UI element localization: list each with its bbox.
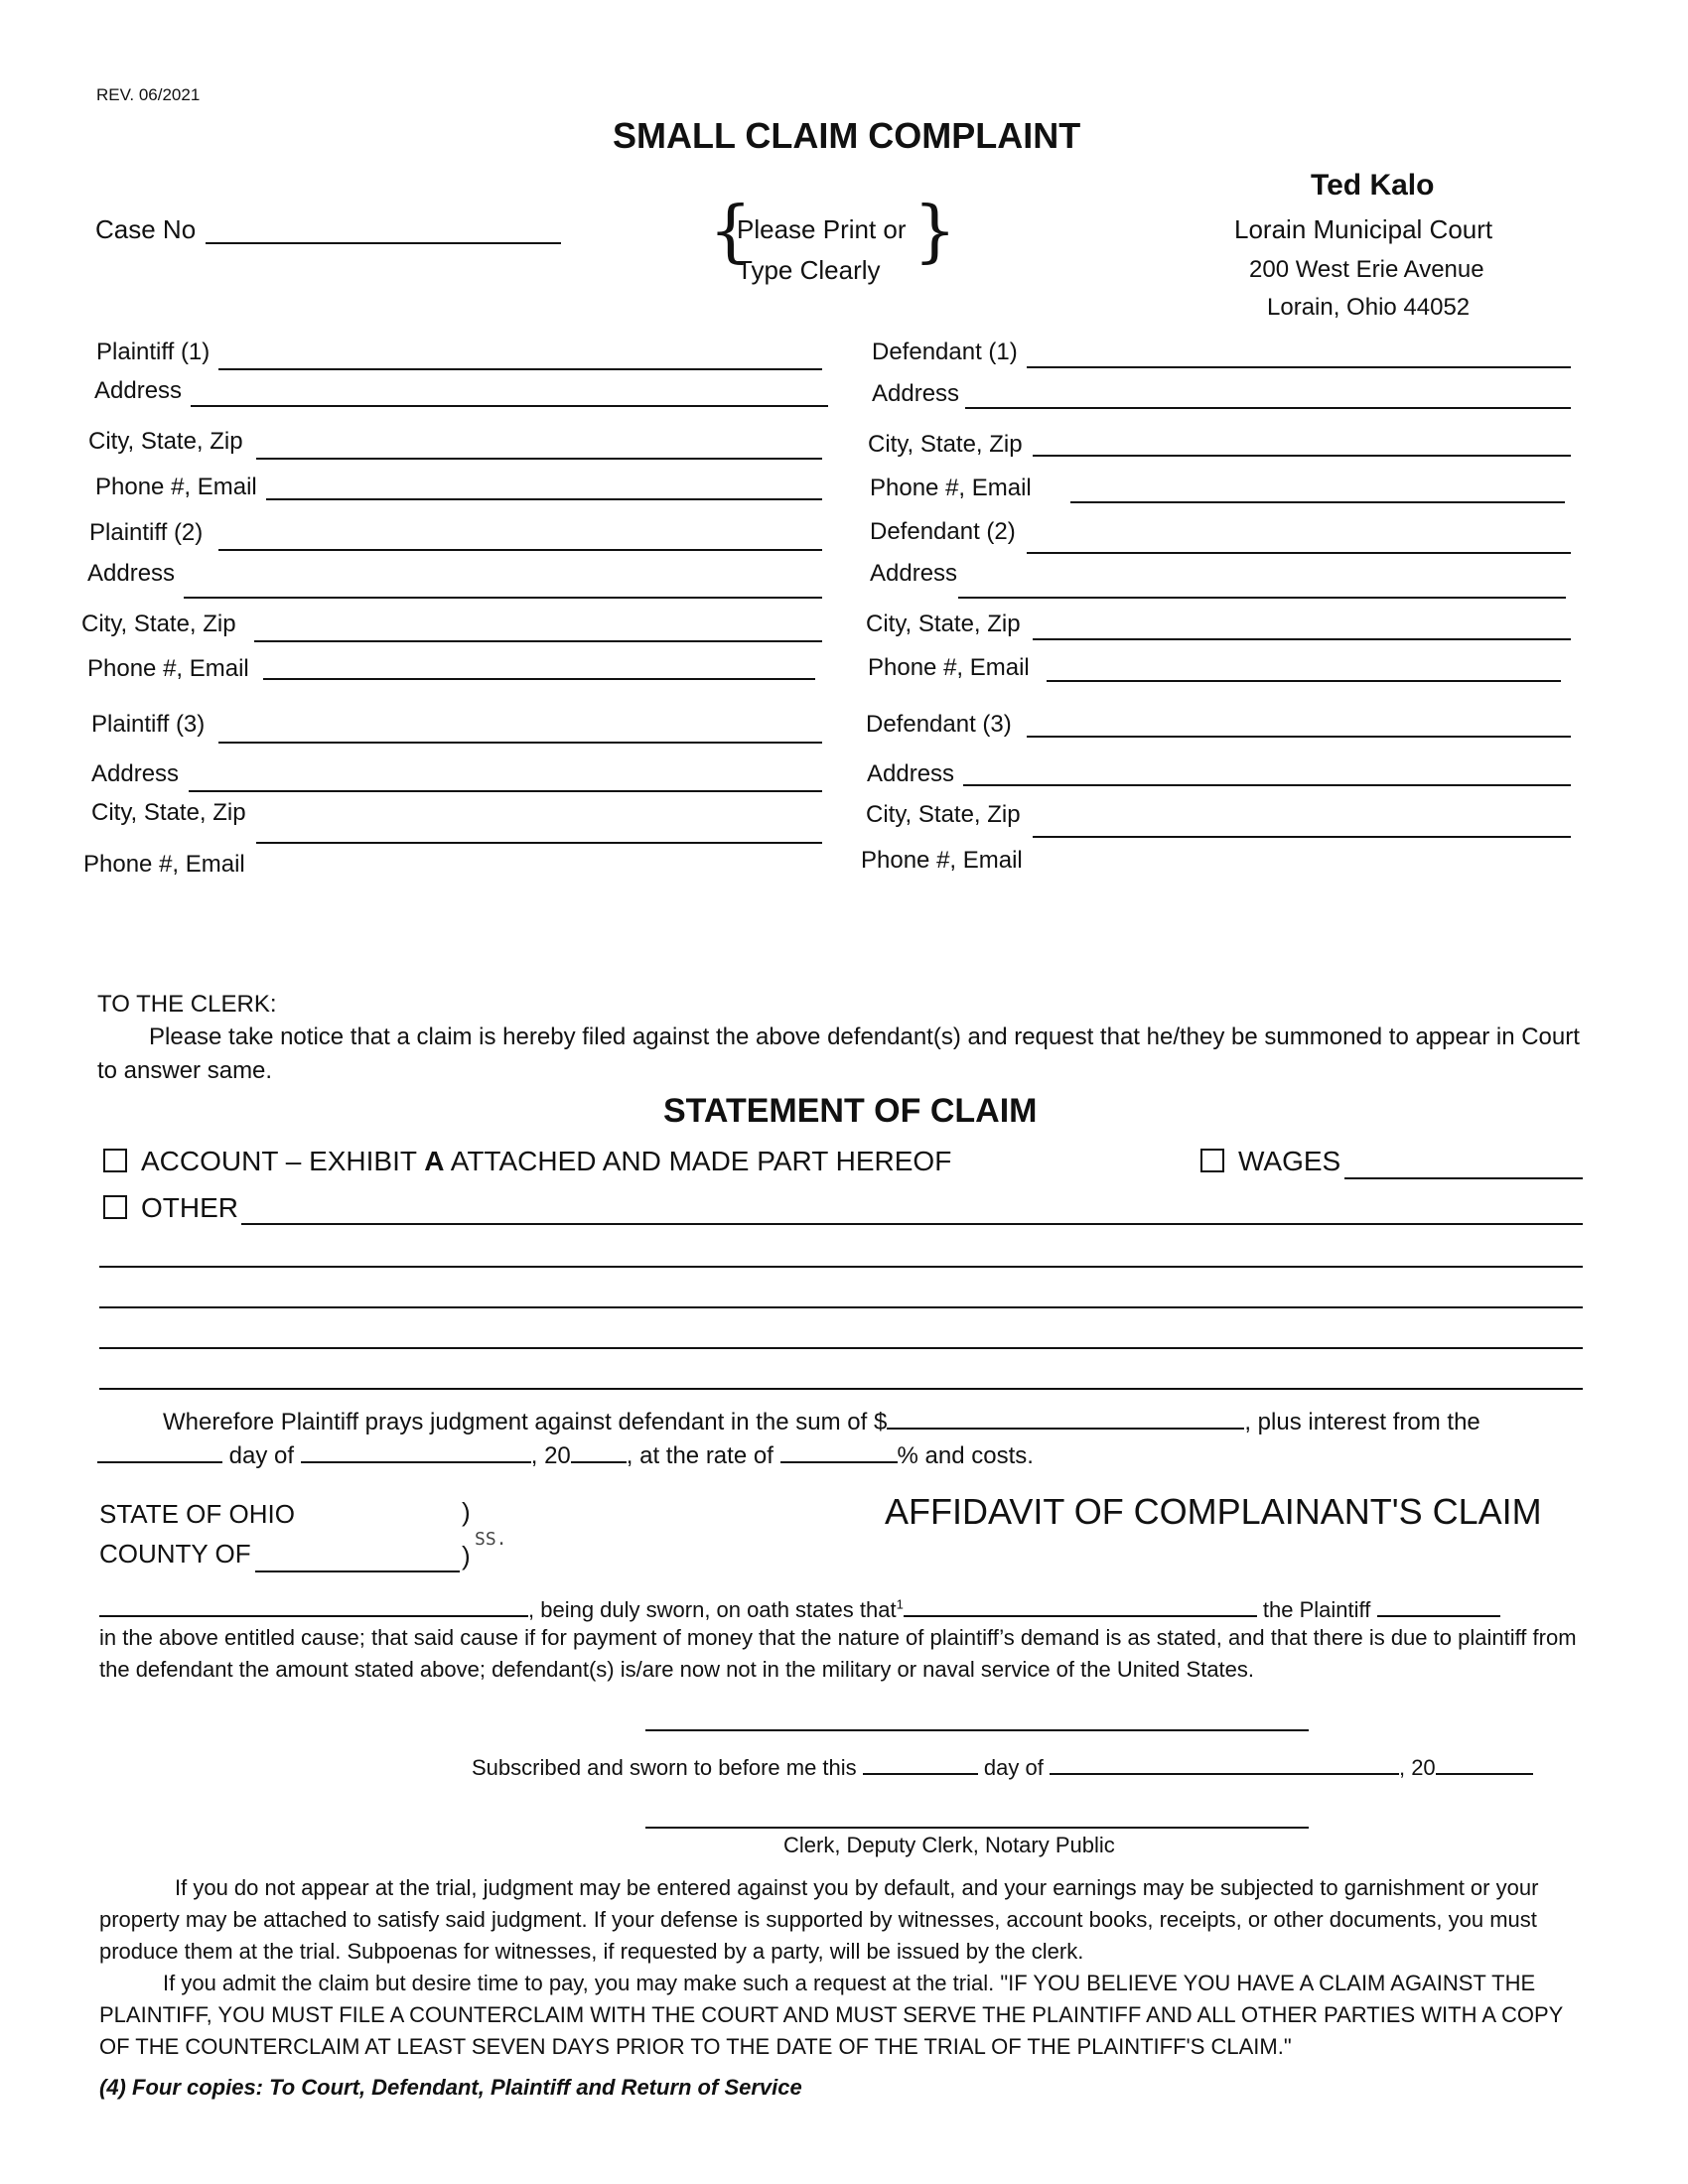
account-label-post: ATTACHED AND MADE PART HEREOF [444, 1146, 952, 1176]
plaintiff-1-address-field[interactable] [191, 405, 828, 407]
defendant-1-phone-field[interactable] [1070, 501, 1565, 503]
affidavit-sworn-line [99, 1593, 1500, 1623]
account-label-pre: ACCOUNT – EXHIBIT [141, 1146, 425, 1176]
defendant-3-csz-label: City, State, Zip [866, 801, 1021, 828]
other-checkbox[interactable] [103, 1195, 127, 1219]
clerk-signature-label: Clerk, Deputy Clerk, Notary Public [783, 1833, 1115, 1857]
defendant-2-address-label: Address [870, 560, 958, 587]
wherefore-text-1: Wherefore Plaintiff prays judgment against defendant in the sum of $ [163, 1409, 888, 1435]
account-label-exhibit: A [424, 1146, 445, 1176]
defendant-3-name-field[interactable] [1027, 736, 1571, 738]
counterclaim-notice: If you admit the claim but desire time to pay, you may make such a request at the trial. "IF YOU BELIEVE YOU HAVE A CLAIM AGAINST THE PLAINTIFF, YOU MUST FILE A COUNTERCLAIM WITH THE COURT AND MUST SERVE THE PLAINTIFF AND ALL OTHER PARTIES WITH A COPY OF THE COUNTERCLAIM AT LEAST SEVEN DAYS PRIOR TO THE DATE OF THE TRIAL OF THE PLAINTIFF'S CLAIM." [99, 1971, 1563, 2059]
state-label: STATE OF OHIO [99, 1499, 295, 1529]
wherefore-text-4: , 20 [530, 1442, 571, 1469]
plaintiff-1-csz-label: City, State, Zip [88, 428, 243, 455]
plaintiff-1-phone-label: Phone #, Email [95, 474, 257, 500]
account-checkbox[interactable] [103, 1149, 127, 1172]
sworn-text: , being duly sworn, on oath states that [528, 1597, 897, 1622]
footnote-mark: 1 [896, 1596, 904, 1612]
defendant-1-name-field[interactable] [1027, 366, 1571, 368]
subscribed-text: Subscribed and sworn to before me this [472, 1755, 857, 1780]
plaintiff-2-label: Plaintiff (2) [89, 519, 204, 546]
plaintiff-3-name-field[interactable] [218, 742, 822, 744]
plaintiff-2-csz-label: City, State, Zip [81, 611, 236, 637]
interest-day-field[interactable] [97, 1439, 222, 1463]
claim-line-2[interactable] [99, 1266, 1583, 1268]
venue-paren-1: ) [462, 1497, 471, 1527]
claim-line-3[interactable] [99, 1306, 1583, 1308]
judge-name: Ted Kalo [1311, 169, 1435, 202]
plaintiff-1-name-field[interactable] [218, 368, 822, 370]
defendant-2-csz-field[interactable] [1033, 638, 1571, 640]
wages-amount-field[interactable] [1344, 1177, 1583, 1179]
statement-title: STATEMENT OF CLAIM [663, 1092, 1038, 1130]
defendant-1-phone-label: Phone #, Email [870, 475, 1032, 501]
plaintiff-3-address-field[interactable] [189, 790, 822, 792]
subscribed-line [472, 1751, 1533, 1781]
defendant-3-label: Defendant (3) [866, 711, 1012, 738]
affiant-name-field[interactable] [99, 1593, 528, 1617]
clerk-signature-line[interactable] [645, 1827, 1309, 1829]
affiant-capacity-field[interactable] [904, 1593, 1257, 1617]
defendant-1-csz-label: City, State, Zip [868, 431, 1023, 458]
other-line-1[interactable] [241, 1223, 1583, 1225]
defendant-2-csz-label: City, State, Zip [866, 611, 1021, 637]
defendant-1-address-label: Address [872, 380, 960, 407]
wherefore-text-5: , at the rate of [626, 1442, 774, 1469]
claim-line-5[interactable] [99, 1388, 1583, 1390]
defendant-2-name-field[interactable] [1027, 552, 1571, 554]
plaintiff-3-csz-field[interactable] [256, 842, 822, 844]
affiant-signature-line[interactable] [645, 1729, 1309, 1731]
sworn-month-field[interactable] [1050, 1751, 1399, 1775]
claim-line-4[interactable] [99, 1347, 1583, 1349]
defendant-3-address-label: Address [867, 760, 955, 787]
court-city: Lorain, Ohio 44052 [1267, 294, 1471, 321]
print-instruction-line1: Please Print or [737, 214, 907, 244]
account-option[interactable] [103, 1146, 951, 1177]
wherefore-line-1 [163, 1406, 1480, 1436]
affidavit-title: AFFIDAVIT OF COMPLAINANT'S CLAIM [885, 1491, 1542, 1532]
court-name: Lorain Municipal Court [1234, 214, 1493, 244]
county-field[interactable] [255, 1570, 460, 1572]
other-option[interactable] [103, 1192, 238, 1224]
plaintiff-3-address-label: Address [91, 760, 180, 787]
interest-year-field[interactable] [571, 1439, 627, 1463]
plaintiff-3-phone-label: Phone #, Email [83, 851, 245, 878]
wages-label: WAGES [1238, 1146, 1341, 1176]
sworn-day-field[interactable] [863, 1751, 978, 1775]
plaintiff-2-phone-label: Phone #, Email [87, 655, 249, 682]
interest-month-field[interactable] [301, 1439, 531, 1463]
copies-footer: (4) Four copies: To Court, Defendant, Plaintiff and Return of Service [99, 2075, 802, 2100]
plaintiff-2-address-field[interactable] [184, 597, 822, 599]
defendant-1-csz-field[interactable] [1033, 455, 1571, 457]
court-street: 200 West Erie Avenue [1249, 256, 1484, 283]
defendant-1-address-field[interactable] [965, 407, 1571, 409]
right-brace: } [914, 193, 957, 271]
defendant-2-address-field[interactable] [958, 597, 1566, 599]
defendant-3-phone-label: Phone #, Email [861, 847, 1023, 874]
plaintiff-name-field[interactable] [1377, 1593, 1500, 1617]
plaintiff-2-csz-field[interactable] [254, 640, 822, 642]
plaintiff-1-address-label: Address [94, 377, 183, 404]
sworn-year-text: , 20 [1398, 1755, 1436, 1780]
other-label: OTHER [141, 1192, 238, 1223]
plaintiff-1-phone-field[interactable] [266, 498, 822, 500]
sworn-year-field[interactable] [1436, 1751, 1533, 1775]
sworn-day-of-text: day of [983, 1755, 1044, 1780]
defendant-1-label: Defendant (1) [872, 339, 1018, 365]
plaintiff-2-address-label: Address [87, 560, 176, 587]
plaintiff-1-label: Plaintiff (1) [96, 339, 211, 365]
wages-option[interactable] [1200, 1146, 1340, 1177]
defendant-2-label: Defendant (2) [870, 518, 1016, 545]
wherefore-text-6: % and costs. [897, 1442, 1034, 1469]
case-no-field[interactable] [206, 242, 561, 244]
interest-rate-field[interactable] [780, 1439, 898, 1463]
left-brace: { [709, 193, 753, 271]
defendant-3-csz-field[interactable] [1033, 836, 1571, 838]
plaintiff-3-csz-label: City, State, Zip [91, 799, 246, 826]
revision-label: REV. 06/2021 [96, 85, 201, 104]
affidavit-body: in the above entitled cause; that said cause if for payment of money that the nature of plaintiff’s demand is as stated, and that there is due to plaintiff from the defendant the amount stated above; defendant(s) is/are now not in the military or naval service of the United States. [99, 1625, 1577, 1682]
wages-checkbox[interactable] [1200, 1149, 1224, 1172]
clerk-notice: Please take notice that a claim is hereby filed against the above defendant(s) and request that he/they be summoned to appear in Court to answer same. [97, 1024, 1580, 1084]
defendant-2-phone-label: Phone #, Email [868, 654, 1030, 681]
county-label: COUNTY OF [99, 1539, 251, 1569]
plaintiff-2-name-field[interactable] [218, 549, 822, 551]
plaintiff-3-label: Plaintiff (3) [91, 711, 206, 738]
wherefore-line-2 [97, 1439, 1034, 1470]
the-plaintiff-text: the Plaintiff [1262, 1597, 1371, 1622]
wherefore-text-3: day of [228, 1442, 295, 1469]
defendant-2-phone-field[interactable] [1047, 680, 1561, 682]
judgment-amount-field[interactable] [887, 1406, 1244, 1430]
defendant-3-address-field[interactable] [963, 784, 1571, 786]
ss-label: SS. [475, 1529, 507, 1550]
clerk-heading: TO THE CLERK: [97, 991, 277, 1018]
page-title: SMALL CLAIM COMPLAINT [613, 115, 1081, 156]
plaintiff-2-phone-field[interactable] [263, 678, 815, 680]
wherefore-text-2: , plus interest from the [1244, 1409, 1480, 1435]
case-no-label: Case No [95, 214, 197, 244]
plaintiff-1-csz-field[interactable] [256, 458, 822, 460]
print-instruction-line2: Type Clearly [737, 255, 881, 285]
venue-paren-2: ) [462, 1541, 471, 1570]
default-notice: If you do not appear at the trial, judgment may be entered against you by default, and your earnings may be subjected to garnishment or your property may be attached to satisfy said judgment. If your defense is supported by witnesses, account books, receipts, or other documents, you must produce them at the trial. Subpoenas for witnesses, if requested by a party, will be issued by the clerk. [99, 1875, 1539, 1964]
